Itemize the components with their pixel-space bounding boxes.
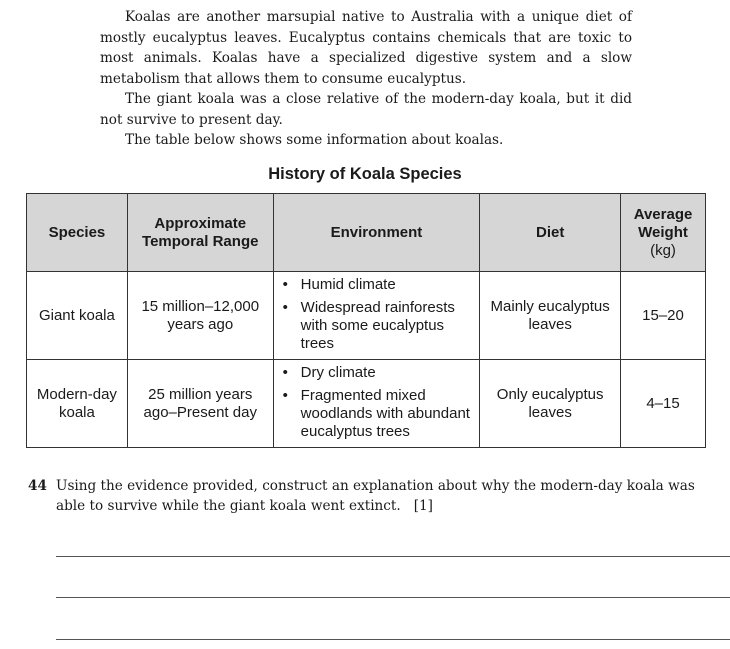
table-row-giant-koala <box>27 272 706 360</box>
header-weight-unit: (kg) <box>650 241 676 259</box>
bullet-icon: • <box>282 364 288 381</box>
bullet-icon: • <box>282 276 288 293</box>
cell-environment <box>273 360 480 448</box>
question-44 <box>28 476 708 516</box>
cell-temporal-range: 15 million–12,000 years ago <box>127 272 273 360</box>
passage-paragraph: The giant koala was a close relative of the modern-day koala, but it did not survive to present day. <box>100 91 632 128</box>
answer-line[interactable] <box>56 556 730 557</box>
question-number: 44 <box>28 478 47 494</box>
header-environment: Environment <box>273 194 480 272</box>
cell-diet: Mainly eucalyptus leaves <box>480 272 621 360</box>
cell-species: Modern-day koala <box>27 360 128 448</box>
bullet-icon: • <box>282 387 288 404</box>
bullet-icon: • <box>282 299 288 316</box>
table-title: History of Koala Species <box>268 165 462 183</box>
question-text-block <box>56 476 708 516</box>
question-text: Using the evidence provided, construct an explanation about why the modern-day koala was able to survive while the giant koala went extinct. <box>56 478 695 514</box>
environment-list <box>280 364 474 441</box>
environment-item: • Humid climate <box>282 276 396 293</box>
cell-average-weight: 15–20 <box>621 272 706 360</box>
answer-line[interactable] <box>56 597 730 598</box>
passage <box>100 7 632 151</box>
header-weight-label: Average Weight <box>633 205 693 241</box>
table-row-modern-day-koala <box>27 360 706 448</box>
environment-item: • Widespread rainforests with some eucalyptus trees <box>282 299 455 352</box>
environment-item: • Fragmented mixed woodlands with abundant eucalyptus trees <box>282 387 470 440</box>
environment-list <box>280 276 474 353</box>
environment-item: • Dry climate <box>282 364 376 381</box>
header-species: Species <box>27 194 128 272</box>
cell-species: Giant koala <box>27 272 128 360</box>
header-diet: Diet <box>480 194 621 272</box>
passage-paragraph: The table below shows some information about koalas. <box>125 132 504 148</box>
cell-environment <box>273 272 480 360</box>
header-temporal-range: Approximate Temporal Range <box>127 194 273 272</box>
passage-paragraph: Koalas are another marsupial native to Australia with a unique diet of mostly eucalyptus leaves. Eucalyptus contains chemicals that are toxic to most animals. Koalas have a specialized digestive system and a slow metabolism that allows them to consume eucalyptus. <box>100 9 632 87</box>
koala-species-table <box>26 193 706 448</box>
header-average-weight <box>621 194 706 272</box>
question-credit: [1] <box>413 498 433 514</box>
answer-line[interactable] <box>56 639 730 640</box>
cell-temporal-range: 25 million years ago–Present day <box>127 360 273 448</box>
cell-diet: Only eucalyptus leaves <box>480 360 621 448</box>
cell-average-weight: 4–15 <box>621 360 706 448</box>
table-header-row <box>27 194 706 272</box>
